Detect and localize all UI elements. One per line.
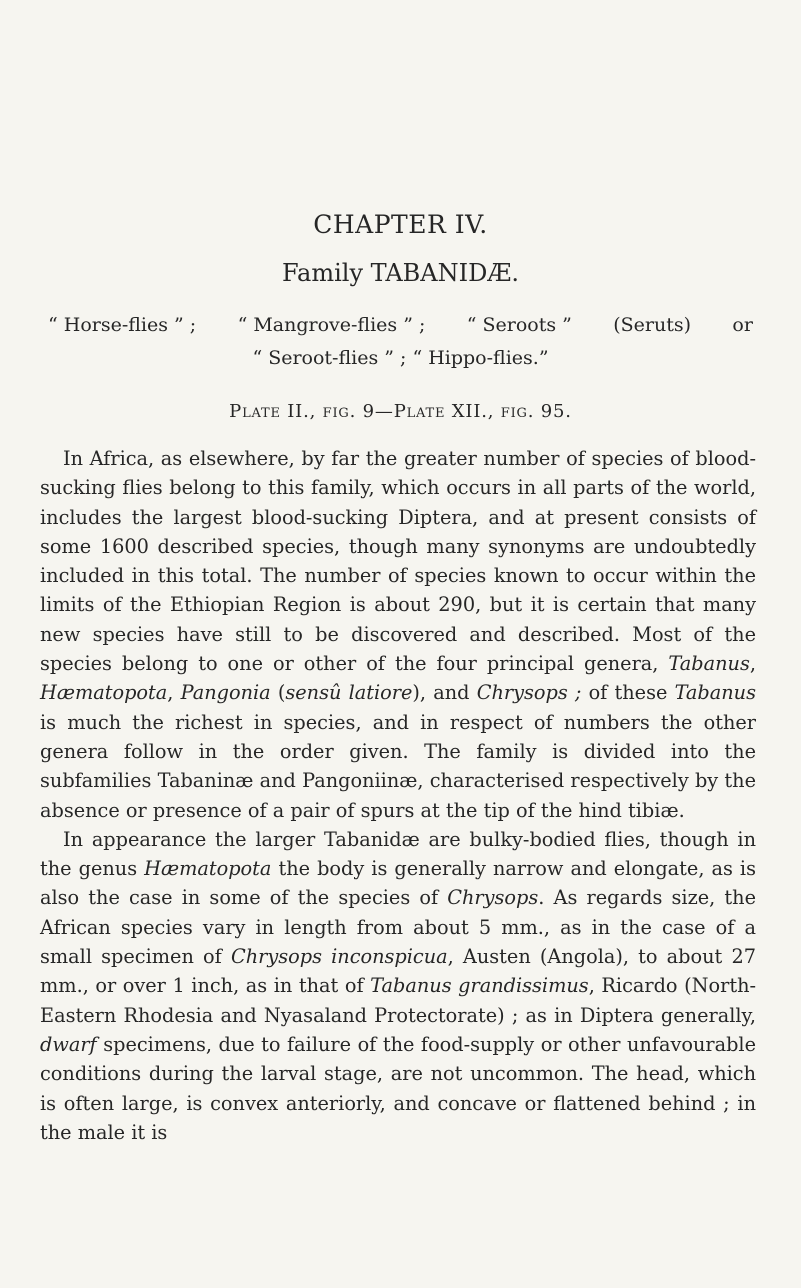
- text-run: , Austen (Angola), to about 27 mm., or over 1 inch, as in that of: [40, 945, 756, 998]
- text-run: (: [270, 681, 286, 705]
- text-run: the body is generally narrow and elongate, as is also the case in some of the species of: [40, 857, 756, 910]
- common-names-line-1: [48, 309, 753, 342]
- plate-reference-text: Plate II., fig. 9—Plate XII., fig. 95.: [229, 401, 572, 422]
- genus-chrysops: Chrysops: [447, 886, 539, 910]
- genus-tabanus: Tabanus: [674, 681, 756, 705]
- text-run: is much the richest in species, and in respect of numbers the other genera follow in the order given. The family is divided into the subfamilies Tabaninæ and Pangoniinæ, characterised respectively by the absence or presence of a pair of spurs at the tip of the hind tibiæ.: [40, 710, 756, 822]
- word-dwarf: dwarf: [40, 1032, 97, 1056]
- genus-haematopota: Hæmatopota: [144, 857, 272, 881]
- name-seroots: “ Seroots ”: [466, 314, 572, 336]
- text-run: specimens, due to failure of the food-supply or other unfavourable conditions during the larval stage, are not uncommon. The head, which is often large, is convex anteriorly, and concave or flattened behind ; in the male it is: [40, 1032, 756, 1144]
- family-heading: Family TABANIDÆ.: [282, 259, 519, 287]
- text-run: . As regards size, the African species vary in length from about 5 mm., as in the case of a small specimen of: [40, 886, 756, 969]
- text-run: In appearance the larger Tabanidæ are bulky-bodied flies, though in the genus: [40, 827, 756, 881]
- text-run: In Africa, as elsewhere, by far the greater number of species of blood-sucking flies belong to this family, which occurs in all parts of the world, includes the largest blood-sucking Diptera, and at present consists of some 1600 described species, though many synonyms are undoubtedly included in this total. The number of species known to occur within the limits of the Ethiopian Region is about 290, but it is certain that many new species have still to be discovered and described. Most of the species belong to one or other of the four principal genera,: [40, 447, 756, 676]
- name-horse-flies: “ Horse-flies ” ;: [48, 314, 197, 336]
- common-names: [48, 309, 753, 375]
- paragraph-2: [40, 825, 756, 1147]
- species-tabanus-grandissimus: Tabanus grandissimus: [370, 974, 589, 998]
- text-run: ,: [167, 681, 181, 705]
- genus-pangonia: Pangonia: [180, 681, 271, 705]
- paragraph-1: [40, 444, 756, 825]
- name-or: or: [732, 314, 753, 336]
- genus-tabanus: Tabanus: [668, 652, 750, 676]
- text-run: ,: [749, 652, 756, 676]
- text-run: , Ricardo (North-Eastern Rhodesia and Nyasaland Protectorate) ; as in Diptera generally,: [40, 974, 757, 1027]
- name-mangrove-flies: “ Mangrove-flies ” ;: [237, 314, 426, 336]
- text-run: of these: [581, 681, 675, 705]
- species-chrysops-inconspicua: Chrysops inconspicua: [230, 945, 448, 969]
- chapter-heading: CHAPTER IV.: [313, 210, 488, 239]
- common-names-line-2: “ Seroot-flies ” ; “ Hippo-flies.”: [252, 347, 549, 369]
- text-run: ), and: [412, 681, 477, 705]
- plate-reference: [0, 401, 801, 422]
- body-text: [40, 444, 756, 1147]
- name-seruts: (Seruts): [613, 314, 692, 336]
- sensu-latiore: sensû latiore: [285, 681, 413, 705]
- genus-chrysops: Chrysops ;: [476, 681, 582, 705]
- genus-haematopota: Hæmatopota: [40, 681, 168, 705]
